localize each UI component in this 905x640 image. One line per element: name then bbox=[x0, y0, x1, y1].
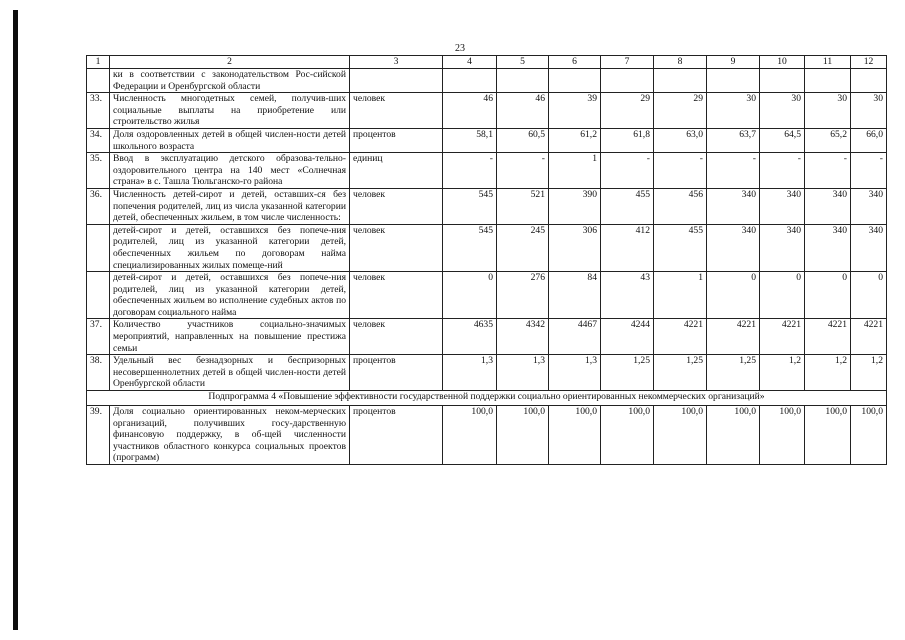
row-index: 33. bbox=[87, 93, 110, 129]
row-value: 1 bbox=[549, 153, 601, 189]
row-value: 1,2 bbox=[760, 355, 805, 391]
row-value bbox=[707, 69, 760, 93]
row-value: 58,1 bbox=[443, 128, 497, 152]
row-value: 4221 bbox=[851, 319, 887, 355]
row-value: 0 bbox=[851, 272, 887, 319]
row-value bbox=[497, 69, 549, 93]
row-value: 340 bbox=[851, 224, 887, 271]
row-value: 60,5 bbox=[497, 128, 549, 152]
row-value bbox=[601, 69, 654, 93]
row-value: 4342 bbox=[497, 319, 549, 355]
row-value: 46 bbox=[497, 93, 549, 129]
table-row bbox=[87, 153, 887, 189]
row-description: Количество участников социально-значимых мероприятий, направленных на повышение престижа семьи bbox=[110, 319, 350, 355]
table-row bbox=[87, 272, 887, 319]
row-value: 100,0 bbox=[805, 406, 851, 465]
row-value: 63,7 bbox=[707, 128, 760, 152]
row-value: 4221 bbox=[654, 319, 707, 355]
row-value: 100,0 bbox=[549, 406, 601, 465]
row-value bbox=[549, 69, 601, 93]
row-value: 66,0 bbox=[851, 128, 887, 152]
row-value: 340 bbox=[707, 188, 760, 224]
column-header: 10 bbox=[760, 56, 805, 69]
row-value: 0 bbox=[707, 272, 760, 319]
table-row bbox=[87, 93, 887, 129]
row-description: Численность многодетных семей, получив-ших социальные выплаты на приобретение или строительство жилья bbox=[110, 93, 350, 129]
row-unit: единиц bbox=[350, 153, 443, 189]
row-value: 455 bbox=[601, 188, 654, 224]
row-value: 1,3 bbox=[443, 355, 497, 391]
row-value: 456 bbox=[654, 188, 707, 224]
row-value: 100,0 bbox=[851, 406, 887, 465]
row-value: 29 bbox=[601, 93, 654, 129]
row-value: 1,3 bbox=[497, 355, 549, 391]
column-header-row bbox=[87, 56, 887, 69]
row-value: 4635 bbox=[443, 319, 497, 355]
table-row bbox=[87, 128, 887, 152]
column-header: 11 bbox=[805, 56, 851, 69]
table-row bbox=[87, 224, 887, 271]
row-value: - bbox=[707, 153, 760, 189]
row-value: 340 bbox=[760, 188, 805, 224]
row-value: - bbox=[851, 153, 887, 189]
row-value: 4221 bbox=[707, 319, 760, 355]
row-unit: человек bbox=[350, 224, 443, 271]
row-value: 65,2 bbox=[805, 128, 851, 152]
row-description: Численность детей-сирот и детей, оставших-ся без попечения родителей, лиц из числа указанной категории детей, обеспеченных жильем, в том числе численность: bbox=[110, 188, 350, 224]
row-value: 100,0 bbox=[654, 406, 707, 465]
row-value: 30 bbox=[707, 93, 760, 129]
row-description: Удельный вес безнадзорных и беспризорных несовершеннолетних детей в общей числен-ности детей Оренбургской области bbox=[110, 355, 350, 391]
row-value: 61,2 bbox=[549, 128, 601, 152]
row-value: 30 bbox=[851, 93, 887, 129]
row-value: 30 bbox=[760, 93, 805, 129]
row-value: 455 bbox=[654, 224, 707, 271]
row-value bbox=[760, 69, 805, 93]
table-row bbox=[87, 355, 887, 391]
row-unit: процентов bbox=[350, 355, 443, 391]
row-index: 37. bbox=[87, 319, 110, 355]
row-description: детей-сирот и детей, оставшихся без попече-ния родителей, лиц из указанной категории детей, обеспеченных жильем по договорам найма специализированных жилых помеще-ний bbox=[110, 224, 350, 271]
column-header: 6 bbox=[549, 56, 601, 69]
row-value: 64,5 bbox=[760, 128, 805, 152]
row-description: Ввод в эксплуатацию детского образова-тельно-оздоровительного центра на 140 мест «Солнечная страна» в с. Ташла Тюльганско-го района bbox=[110, 153, 350, 189]
row-value: - bbox=[497, 153, 549, 189]
row-description: детей-сирот и детей, оставшихся без попече-ния родителей, лиц из указанной категории детей, обеспеченных жильем во исполнение судебных актов по договорам социального найма bbox=[110, 272, 350, 319]
row-index: 38. bbox=[87, 355, 110, 391]
row-value: 39 bbox=[549, 93, 601, 129]
row-unit: процентов bbox=[350, 406, 443, 465]
subprogram-title: Подпрограмма 4 «Повышение эффективности государственной поддержки социально ориентированных некоммерческих организаций» bbox=[87, 391, 887, 406]
row-value: 1 bbox=[654, 272, 707, 319]
column-header: 2 bbox=[110, 56, 350, 69]
row-value: 340 bbox=[707, 224, 760, 271]
column-header: 8 bbox=[654, 56, 707, 69]
row-index: 39. bbox=[87, 406, 110, 465]
table-row bbox=[87, 319, 887, 355]
row-value: 340 bbox=[805, 188, 851, 224]
row-value: 29 bbox=[654, 93, 707, 129]
row-value: 4221 bbox=[805, 319, 851, 355]
row-value bbox=[443, 69, 497, 93]
row-value: 4467 bbox=[549, 319, 601, 355]
row-unit: человек bbox=[350, 272, 443, 319]
row-value: 1,25 bbox=[601, 355, 654, 391]
row-unit: человек bbox=[350, 188, 443, 224]
column-header: 4 bbox=[443, 56, 497, 69]
column-header: 5 bbox=[497, 56, 549, 69]
row-value: 61,8 bbox=[601, 128, 654, 152]
row-value: 245 bbox=[497, 224, 549, 271]
row-index: 35. bbox=[87, 153, 110, 189]
column-header: 3 bbox=[350, 56, 443, 69]
row-value: 30 bbox=[805, 93, 851, 129]
row-value: 390 bbox=[549, 188, 601, 224]
row-value: 1,25 bbox=[707, 355, 760, 391]
row-value: - bbox=[443, 153, 497, 189]
table-row bbox=[87, 406, 887, 465]
row-value: 100,0 bbox=[497, 406, 549, 465]
row-value: 43 bbox=[601, 272, 654, 319]
row-description: Доля социально ориентированных неком-мерческих организаций, получивших госу-дарственную финансовую поддержку, в об-щей численности участников областного конкурса социальных проектов (программ) bbox=[110, 406, 350, 465]
column-header: 1 bbox=[87, 56, 110, 69]
row-value: 84 bbox=[549, 272, 601, 319]
row-value bbox=[851, 69, 887, 93]
row-value: 1,3 bbox=[549, 355, 601, 391]
row-value: - bbox=[760, 153, 805, 189]
binding-edge bbox=[13, 10, 18, 630]
page-number: 23 bbox=[455, 43, 465, 54]
row-index bbox=[87, 69, 110, 93]
row-value: 545 bbox=[443, 224, 497, 271]
row-unit bbox=[350, 69, 443, 93]
row-index: 34. bbox=[87, 128, 110, 152]
row-value: 4244 bbox=[601, 319, 654, 355]
row-value: 340 bbox=[805, 224, 851, 271]
row-value: 100,0 bbox=[760, 406, 805, 465]
subprogram-header-row bbox=[87, 391, 887, 406]
row-value: 63,0 bbox=[654, 128, 707, 152]
row-value: 100,0 bbox=[601, 406, 654, 465]
column-header: 9 bbox=[707, 56, 760, 69]
row-value: 0 bbox=[760, 272, 805, 319]
row-value: 412 bbox=[601, 224, 654, 271]
row-index bbox=[87, 224, 110, 271]
row-value bbox=[805, 69, 851, 93]
row-value bbox=[654, 69, 707, 93]
row-value: 521 bbox=[497, 188, 549, 224]
row-value: 100,0 bbox=[443, 406, 497, 465]
row-value: 306 bbox=[549, 224, 601, 271]
row-value: - bbox=[654, 153, 707, 189]
row-description: Доля оздоровленных детей в общей числен-ности детей школьного возраста bbox=[110, 128, 350, 152]
table-row bbox=[87, 188, 887, 224]
row-index: 36. bbox=[87, 188, 110, 224]
row-value: 100,0 bbox=[707, 406, 760, 465]
row-value: - bbox=[805, 153, 851, 189]
column-header: 12 bbox=[851, 56, 887, 69]
row-value: 340 bbox=[851, 188, 887, 224]
row-unit: человек bbox=[350, 319, 443, 355]
row-value: 1,25 bbox=[654, 355, 707, 391]
row-value: 340 bbox=[760, 224, 805, 271]
row-description: ки в соответствии с законодательством Рос-сийской Федерации и Оренбургской области bbox=[110, 69, 350, 93]
row-value: 46 bbox=[443, 93, 497, 129]
row-index bbox=[87, 272, 110, 319]
row-value: 545 bbox=[443, 188, 497, 224]
row-unit: процентов bbox=[350, 128, 443, 152]
row-value: - bbox=[601, 153, 654, 189]
row-value: 1,2 bbox=[851, 355, 887, 391]
row-value: 1,2 bbox=[805, 355, 851, 391]
row-value: 0 bbox=[805, 272, 851, 319]
data-table bbox=[86, 55, 887, 465]
table-row bbox=[87, 69, 887, 93]
row-unit: человек bbox=[350, 93, 443, 129]
row-value: 276 bbox=[497, 272, 549, 319]
column-header: 7 bbox=[601, 56, 654, 69]
row-value: 4221 bbox=[760, 319, 805, 355]
row-value: 0 bbox=[443, 272, 497, 319]
